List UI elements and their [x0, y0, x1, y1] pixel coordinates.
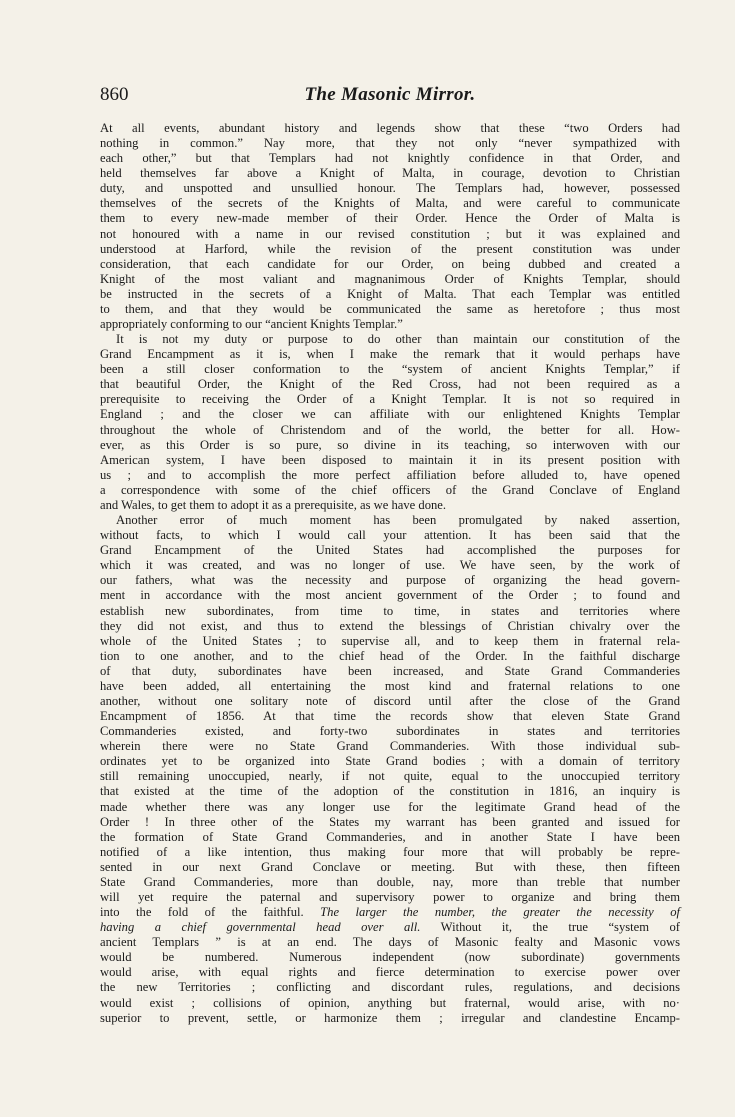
text-line: American system, I have been disposed to maintain it in its present position with — [100, 452, 680, 467]
body-text — [100, 121, 680, 1026]
text-line: ever, as this Order is so pure, so divine in its teaching, so interwoven with our — [100, 437, 680, 452]
running-title: The Masonic Mirror. — [304, 84, 476, 105]
text-line: our fathers, what was the necessity and purpose of organizing the head govern- — [100, 573, 680, 588]
text-line: would arise, with equal rights and fierce determination to exercise power over — [100, 965, 680, 980]
text-line: establish new subordinates, from time to time, in states and territories where — [100, 603, 680, 618]
text-line: prerequisite to receiving the Order of a Knight Templar. It is not so required in — [100, 392, 680, 407]
text-line: consideration, that each candidate for our Order, on being dubbed and created a — [100, 256, 680, 271]
text-line: notified of a like intention, thus making four more that will probably be repre- — [100, 844, 680, 859]
text-line: whole of the United States ; to supervise all, and to keep them in fraternal rela- — [100, 633, 680, 648]
text-line: the new Territories ; conflicting and discordant rules, regulations, and decisions — [100, 980, 680, 995]
text-segment: into the fold of the faithful. — [100, 905, 321, 920]
text-line: and Wales, to get them to adopt it as a prerequisite, as we have done. — [100, 497, 447, 512]
text-line: Commanderies existed, and forty-two subordinates in states and territories — [100, 724, 680, 739]
text-line: us ; and to accomplish the more perfect affiliation before alluded to, have opened — [100, 467, 680, 482]
text-line: another, without one solitary note of discord until after the close of the Grand — [100, 693, 680, 708]
text-line: which it was created, and was no longer of use. We have seen, by the work of — [100, 558, 680, 573]
text-line — [100, 905, 680, 920]
text-line: been a still closer conformation to the “system of ancient Knights Templar,” if — [100, 362, 680, 377]
text-line: Grand Encampment of the United States had accomplished the purposes for — [100, 543, 680, 558]
text-line: appropriately conforming to our “ancient Knights Templar.” — [100, 317, 403, 332]
text-line: them to every new-made member of their Order. Hence the Order of Malta is — [100, 211, 680, 226]
text-line: made whether there was any longer use for the legitimate Grand head of the — [100, 799, 680, 814]
text-line: Encampment of 1856. At that time the records show that eleven State Grand — [100, 709, 680, 724]
text-line: of that duty, subordinates have been increased, and State Grand Commanderies — [100, 663, 680, 678]
text-line: At all events, abundant history and legends show that these “two Orders had — [100, 121, 680, 135]
text-line: It is not my duty or purpose to do other than maintain our constitution of the — [116, 332, 680, 347]
text-line: each other,” but that Templars had not knightly confidence in that Order, and — [100, 151, 680, 166]
text-line: that existed at the time of the adoption of the constitution in 1816, an inquiry is — [100, 784, 680, 799]
text-line: wherein there were no State Grand Commanderies. With those individual sub- — [100, 739, 680, 754]
italic-emphasis: having a chief governmental head over all. — [100, 920, 421, 935]
text-line: sented in our next Grand Conclave or meeting. But with these, then fifteen — [100, 859, 680, 874]
text-segment: Without it, the true “system of — [420, 920, 680, 935]
text-line — [100, 920, 680, 935]
text-line: would be numbered. Numerous independent (now subordinate) governments — [100, 950, 680, 965]
page-header — [100, 84, 680, 108]
text-line: would exist ; collisions of opinion, anything but fraternal, would arise, with no· — [100, 995, 680, 1010]
text-line: superior to prevent, settle, or harmonize them ; irregular and clandestine Encamp- — [100, 1010, 680, 1025]
text-line: will yet require the paternal and supervisory power to organize and bring them — [100, 889, 680, 904]
text-line: have been added, all entertaining the most kind and fraternal relations to one — [100, 678, 680, 693]
text-line: State Grand Commanderies, more than double, nay, more than treble that number — [100, 874, 680, 889]
text-line: that beautiful Order, the Knight of the Red Cross, had not been required as a — [100, 377, 680, 392]
paragraph — [100, 332, 680, 513]
text-line: themselves of the secrets of the Knights of Malta, and were careful to communicate — [100, 196, 680, 211]
text-line: still remaining unoccupied, nearly, if not quite, equal to the unoccupied territory — [100, 769, 680, 784]
text-line: ment in accordance with the most ancient government of the Order ; to found and — [100, 588, 680, 603]
text-line: ancient Templars ” is at an end. The days of Masonic fealty and Masonic vows — [100, 935, 680, 950]
text-line: ordinates yet to be organized into State Grand bodies ; with a domain of territory — [100, 754, 680, 769]
page-number: 860 — [100, 84, 129, 105]
text-line: be instructed in the secrets of a Knight of Malta. That each Templar was entitled — [100, 286, 680, 301]
text-line: duty, and unspotted and unsullied honour. The Templars had, however, possessed — [100, 181, 680, 196]
text-line: Another error of much moment has been promulgated by naked assertion, — [116, 513, 680, 528]
text-line: Order ! In three other of the States my warrant has been granted and issued for — [100, 814, 680, 829]
text-line: nothing in common.” Nay more, that they not only “never sympathized with — [100, 136, 680, 151]
text-line: to them, and that they would be communicated the same as heretofore ; thus most — [100, 301, 680, 316]
text-line: Grand Encampment as it is, when I make the remark that it would perhaps have — [100, 347, 680, 362]
text-line: England ; and the closer we can affiliate with our enlightened Knights Templar — [100, 407, 680, 422]
text-line: the formation of State Grand Commanderies, and in another State I have been — [100, 829, 680, 844]
text-line: understood at Harford, while the revision of the present constitution was under — [100, 241, 680, 256]
italic-emphasis: The larger the number, the greater the necessity of — [320, 905, 680, 920]
text-line: without facts, to which I would call your attention. It has been said that the — [100, 528, 680, 543]
text-line: Knight of the most valiant and magnanimous Order of Knights Templar, should — [100, 271, 680, 286]
text-line: not honoured with a name in our revised constitution ; but it was explained and — [100, 226, 680, 241]
text-line: throughout the whole of Christendom and of the world, the better for all. How- — [100, 422, 680, 437]
text-line: held themselves far above a Knight of Malta, in courage, devotion to Christian — [100, 166, 680, 181]
paragraph — [100, 513, 680, 1026]
text-line: tion to one another, and to the chief head of the Order. In the faithful discharge — [100, 648, 680, 663]
paragraph — [100, 121, 680, 332]
text-line: they did not exist, and thus to extend the blessings of Christian chivalry over the — [100, 618, 680, 633]
text-line: a correspondence with some of the chief officers of the Grand Conclave of England — [100, 482, 680, 497]
